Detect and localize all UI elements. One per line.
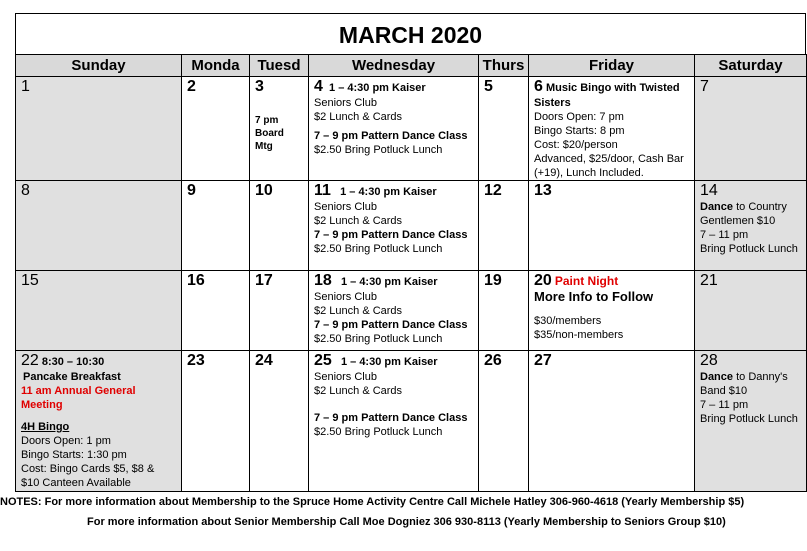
header-saturday: Saturday <box>695 55 807 77</box>
event-line: Mtg <box>255 141 273 152</box>
event-line: Bring Potluck Lunch <box>700 413 798 425</box>
event-line: 7 pm <box>255 115 279 126</box>
day-cell <box>479 181 529 271</box>
day-cell <box>479 351 529 492</box>
day-number: 19 <box>484 272 502 289</box>
day-cell <box>182 351 250 492</box>
day-cell <box>16 181 182 271</box>
event-title: Dance <box>700 371 734 383</box>
event-line: 7 – 11 pm <box>700 399 749 411</box>
day-number: 23 <box>187 352 205 369</box>
event-class: 7 – 9 pm Pattern Dance Class <box>314 412 468 424</box>
day-number: 3 <box>255 78 264 95</box>
event-title: Paint Night <box>554 274 619 288</box>
header-sunday: Sunday <box>16 55 182 77</box>
event-line: $10 Canteen Available <box>21 477 131 489</box>
header-tuesday: Tuesd <box>250 55 309 77</box>
event-line: Seniors Club <box>314 201 377 213</box>
header-monday: Monda <box>182 55 250 77</box>
event-line: Bingo Starts: 8 pm <box>534 125 625 137</box>
day-cell <box>529 351 695 492</box>
day-cell <box>182 271 250 351</box>
day-cell <box>695 271 807 351</box>
day-cell <box>479 77 529 181</box>
day-cell <box>16 351 182 492</box>
event-line: Advanced, $25/door, Cash Bar (+19), Lunch Included. <box>534 153 684 179</box>
event-class: 7 – 9 pm Pattern Dance Class <box>314 229 468 241</box>
day-number: 11 <box>314 182 331 199</box>
day-number: 16 <box>187 272 205 289</box>
day-number: 17 <box>255 272 273 289</box>
day-number: 7 <box>700 78 709 95</box>
event-title: 1 – 4:30 pm Kaiser <box>340 276 438 288</box>
membership-note: NOTES: For more information about Membership to the Spruce Home Activity Centre Call Michele Hatley 306-960-4618 (Yearly Membership $5) <box>0 496 745 508</box>
event-line: Seniors Club <box>314 97 377 109</box>
event-line: $2.50 Bring Potluck Lunch <box>314 333 443 345</box>
senior-membership-note: For more information about Senior Membership Call Moe Dogniez 306 930-8113 (Yearly Membership to Seniors Group $10) <box>87 516 726 528</box>
event-line: Cost: $20/person <box>534 139 618 151</box>
event-line: to Danny's Band $10 <box>700 371 788 397</box>
day-number: 22 <box>21 352 39 369</box>
day-number: 28 <box>700 352 718 369</box>
day-number: 5 <box>484 78 493 95</box>
event-title: 1 – 4:30 pm Kaiser <box>340 356 438 368</box>
calendar <box>15 13 806 494</box>
day-number: 6 <box>534 78 543 95</box>
day-cell <box>250 271 309 351</box>
day-cell <box>182 181 250 271</box>
event-line: $2.50 Bring Potluck Lunch <box>314 243 443 255</box>
header-friday: Friday <box>529 55 695 77</box>
day-cell <box>16 77 182 181</box>
day-cell <box>309 181 479 271</box>
event-subtitle: More Info to Follow <box>534 289 654 304</box>
day-number: 26 <box>484 352 502 369</box>
day-cell <box>182 77 250 181</box>
event-line: $30/members <box>534 315 602 327</box>
week-row <box>16 351 807 492</box>
day-number: 4 <box>314 78 323 95</box>
day-number: 1 <box>21 78 30 95</box>
day-cell <box>250 181 309 271</box>
day-cell <box>16 271 182 351</box>
event-line: Seniors Club <box>314 371 377 383</box>
event-line: Bingo Starts: 1:30 pm <box>21 449 127 461</box>
week-row <box>16 271 807 351</box>
day-cell <box>695 77 807 181</box>
day-cell <box>250 77 309 181</box>
event-class: 7 – 9 pm Pattern Dance Class <box>314 130 468 142</box>
day-cell <box>529 181 695 271</box>
day-number: 24 <box>255 352 273 369</box>
day-number: 9 <box>187 182 196 199</box>
event-time: 8:30 – 10:30 <box>41 356 105 368</box>
event-class: 7 – 9 pm Pattern Dance Class <box>314 319 468 331</box>
event-line: $2 Lunch & Cards <box>314 215 403 227</box>
weekday-header-row <box>16 55 807 77</box>
event-line: 7 – 11 pm <box>700 229 749 241</box>
day-number: 20 <box>534 272 552 289</box>
event-line: $2.50 Bring Potluck Lunch <box>314 426 443 438</box>
day-cell <box>309 351 479 492</box>
event-title: 4H Bingo <box>21 421 70 433</box>
event-title: 1 – 4:30 pm Kaiser <box>329 82 426 94</box>
header-wednesday: Wednesday <box>309 55 479 77</box>
event-line: Cost: Bingo Cards $5, $8 & <box>21 463 155 475</box>
event-title: Music Bingo with Twisted Sisters <box>534 82 680 109</box>
event-line: $2 Lunch & Cards <box>314 385 403 397</box>
event-line: Board <box>255 128 284 139</box>
day-number: 21 <box>700 272 718 289</box>
day-number: 12 <box>484 182 502 199</box>
day-number: 25 <box>314 352 332 369</box>
week-row <box>16 77 807 181</box>
event-line: Seniors Club <box>314 291 377 303</box>
event-line: $35/non-members <box>534 329 624 341</box>
event-line: to Country Gentlemen $10 <box>700 201 787 227</box>
event-title: Pancake Breakfast <box>23 371 121 383</box>
day-number: 8 <box>21 182 30 199</box>
day-cell <box>695 351 807 492</box>
calendar-grid <box>15 54 807 492</box>
day-cell <box>529 271 695 351</box>
event-title: 1 – 4:30 pm Kaiser <box>340 186 437 198</box>
event-title: Dance <box>700 201 734 213</box>
day-number: 14 <box>700 182 718 199</box>
day-cell <box>309 271 479 351</box>
week-row <box>16 181 807 271</box>
event-line: $2.50 Bring Potluck Lunch <box>314 144 443 156</box>
event-line: Bring Potluck Lunch <box>700 243 798 255</box>
day-cell <box>695 181 807 271</box>
day-cell <box>309 77 479 181</box>
day-cell <box>529 77 695 181</box>
event-line: $2 Lunch & Cards <box>314 111 403 123</box>
calendar-title: MARCH 2020 <box>15 13 806 55</box>
day-number: 13 <box>534 182 552 199</box>
event-line: Doors Open: 1 pm <box>21 435 111 447</box>
event-highlight: 11 am Annual General Meeting <box>21 385 136 411</box>
day-cell <box>479 271 529 351</box>
header-thursday: Thurs <box>479 55 529 77</box>
day-number: 27 <box>534 352 552 369</box>
day-number: 2 <box>187 78 196 95</box>
day-number: 18 <box>314 272 332 289</box>
event-line: Doors Open: 7 pm <box>534 111 624 123</box>
day-number: 15 <box>21 272 39 289</box>
day-cell <box>250 351 309 492</box>
day-number: 10 <box>255 182 273 199</box>
event-line: $2 Lunch & Cards <box>314 305 403 317</box>
